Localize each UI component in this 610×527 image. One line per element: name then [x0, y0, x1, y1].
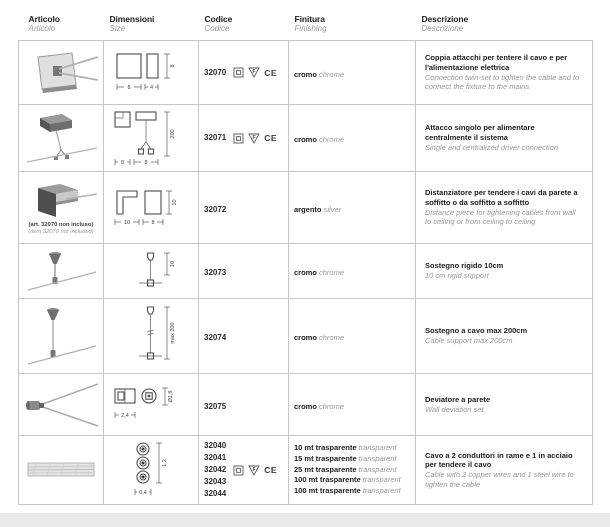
finish-cell [289, 436, 416, 505]
description-en: Cable support max 200cm [425, 336, 513, 345]
description-cell [416, 172, 593, 244]
description-en: Distance piece for tightening cables from wall to ceiling or from ceiling to ceiling [425, 207, 576, 227]
dim-width1-label: 2,4 [121, 412, 129, 419]
description-it: Distanziatore per tendere i cavi da parete a soffitto o da soffitto a soffitto [425, 188, 578, 207]
header-codice-it: Codice [204, 14, 233, 24]
dimension-drawing-cell [104, 244, 199, 299]
header-descrizione-it: Descrizione [421, 14, 469, 24]
col-header-dimensioni [104, 14, 199, 41]
description-it: Cavo a 2 conduttori in rame e 1 in acciaio per tendere il cavo [425, 450, 573, 470]
finish-length-it: 25 mt trasparente [294, 464, 357, 474]
description-it: Sostegno rigido 10cm [425, 261, 504, 271]
dim-width1-label: 10 [123, 219, 131, 226]
dimension-drawing [109, 381, 193, 429]
finish-cell [289, 299, 416, 374]
class-ii-insulation-icon [233, 465, 244, 476]
description-en: Wall deviation set [425, 404, 484, 414]
finish-length-en: transparent [358, 464, 397, 474]
article-note-en: (item 32070 not included) [28, 229, 94, 235]
finish-en: chrome [319, 135, 345, 144]
finish-length-it: 15 mt trasparente [294, 454, 357, 464]
product-code: 32070 [204, 67, 227, 77]
description-cell [416, 436, 593, 505]
svg-text:F: F [252, 69, 256, 76]
dimension-drawing-cell [104, 436, 199, 505]
finish-length-en: transparent [358, 443, 397, 453]
table-row [19, 299, 593, 374]
product-illustration-cell [19, 244, 104, 299]
dim-height-label: 10 [172, 198, 178, 206]
product-code: 32071 [204, 133, 227, 142]
dim-height-label: 200 [170, 129, 176, 139]
product-code: 32040 [204, 441, 227, 450]
product-code: 32044 [204, 489, 227, 498]
page-footer-band [0, 513, 610, 527]
code-cell [199, 436, 289, 505]
dimension-drawing-cell [104, 172, 199, 244]
product-illustration-cell [19, 299, 104, 374]
header-articolo-en: Articolo [28, 24, 56, 33]
col-header-articolo [19, 14, 104, 41]
f-mark-icon [248, 133, 260, 144]
product-illustration-cell [19, 436, 104, 505]
article-note-it: (art. 32070 non incluso) [28, 222, 94, 229]
description-it: Sostegno a cavo max 200cm [425, 326, 528, 336]
description-en: Connection twin-set to tighten the cable and to connect the fixture to the mains [425, 72, 580, 92]
finish-length-it: 100 mt trasparente [294, 485, 361, 495]
dimension-drawing-cell [104, 374, 199, 436]
table-row [19, 172, 593, 244]
dimension-drawing [109, 184, 193, 232]
product-illustration-wall-deviator [24, 379, 100, 431]
col-header-codice [199, 14, 289, 41]
dim-width1-label: 8 [120, 160, 125, 166]
product-illustration-cell [19, 374, 104, 436]
article-note [24, 222, 98, 236]
description-cell [416, 299, 593, 374]
product-code: 32072 [204, 204, 227, 214]
dim-height-label: 10 [170, 260, 176, 268]
finish-cell [289, 41, 416, 105]
dim-width1-label: 0,4 [139, 490, 147, 496]
description-it: Deviatore a parete [425, 394, 491, 404]
ce-mark-icon: CE [264, 133, 278, 143]
product-illustration-twin-set [24, 48, 100, 98]
finish-it: cromo [294, 333, 317, 342]
finish-it: cromo [294, 401, 317, 411]
description-cell [416, 244, 593, 299]
finish-it: cromo [294, 135, 317, 144]
svg-text:F: F [252, 134, 256, 141]
code-cell [199, 299, 289, 374]
dim-height-label: max 200 [170, 322, 176, 344]
header-dimensioni-en: Size [109, 24, 126, 33]
class-ii-insulation-icon [233, 133, 244, 144]
ce-mark-icon: CE [264, 67, 278, 78]
description-en: Cable with 2 copper wires and 1 steel wire to tighten the cable [425, 470, 574, 489]
dim-height-label: 8 [170, 63, 176, 68]
product-code: 32041 [204, 453, 227, 462]
product-code: 32075 [204, 401, 227, 411]
col-header-descrizione [416, 14, 593, 41]
certification-icons [233, 133, 277, 144]
table-row [19, 436, 593, 505]
dim-width1-label: 8 [127, 84, 131, 91]
description-cell [416, 374, 593, 436]
finish-length-it: 100 mt trasparente [294, 475, 361, 485]
code-cell [199, 244, 289, 299]
ce-mark-icon: CE [264, 465, 278, 475]
table-row [19, 244, 593, 299]
finish-cell [289, 105, 416, 172]
header-dimensioni-it: Dimensioni [109, 14, 155, 24]
class-ii-insulation-icon [233, 67, 244, 78]
description-it: Attacco singolo per alimentare centralmente il sistema [425, 123, 535, 143]
product-illustration-cable-support [24, 304, 100, 368]
header-row [19, 14, 593, 41]
product-illustration-cell [19, 41, 104, 105]
product-illustration-cell [19, 172, 104, 244]
finish-en: chrome [319, 268, 345, 277]
finish-en: chrome [319, 401, 345, 411]
code-cell [199, 172, 289, 244]
header-finitura-en: Finishing [294, 24, 327, 33]
svg-text:F: F [252, 466, 256, 473]
product-code-list [204, 440, 226, 500]
finish-length-it: 10 mt trasparente [294, 443, 357, 453]
header-descrizione-en: Descrizione [421, 24, 464, 33]
description-cell [416, 41, 593, 105]
finish-it: cromo [294, 268, 317, 277]
code-cell [199, 105, 289, 172]
dim-width2-label: 8 [144, 160, 148, 166]
certification-icons [233, 465, 277, 476]
product-code: 32043 [204, 477, 227, 486]
product-illustration-single-driver [24, 110, 100, 166]
description-it: Coppia attacchi per tentere il cavo e per l'alimentazione elettrica [425, 53, 568, 72]
dimension-drawing [109, 49, 193, 97]
finish-length-en: transparent [362, 475, 401, 485]
product-illustration-distance-piece [24, 179, 100, 221]
product-code: 32073 [204, 268, 227, 277]
finish-en: silver [323, 204, 342, 214]
finish-cell [289, 244, 416, 299]
dimension-drawing [109, 108, 193, 168]
table-row [19, 105, 593, 172]
dimension-drawing [121, 439, 181, 501]
dimension-drawing [121, 303, 181, 369]
certification-icons [233, 67, 277, 78]
header-articolo-it: Articolo [28, 14, 60, 24]
product-table [18, 14, 593, 505]
finish-cell [289, 172, 416, 244]
product-code: 32074 [204, 333, 227, 342]
dimension-drawing-cell [104, 105, 199, 172]
product-code: 32042 [204, 465, 227, 474]
description-en: 10 cm rigid support [425, 271, 489, 280]
description-en: Single and centralized driver connection [425, 142, 558, 152]
header-finitura-it: Finitura [294, 14, 325, 24]
f-mark-icon [248, 67, 260, 78]
product-illustration-rigid-support [24, 248, 100, 294]
finish-length-en: transparent [358, 454, 397, 464]
table-row [19, 374, 593, 436]
finish-length-en: transparent [362, 485, 401, 495]
dim-width2-label: 8 [151, 219, 155, 226]
f-mark-icon [248, 465, 260, 476]
finish-it: cromo [294, 69, 317, 79]
dimension-drawing-cell [104, 299, 199, 374]
col-header-finitura [289, 14, 416, 41]
dim-height-label: 1,2 [162, 459, 168, 467]
code-cell [199, 41, 289, 105]
product-illustration-cable [24, 452, 100, 488]
finish-en: chrome [319, 69, 345, 79]
finish-en: chrome [319, 333, 345, 342]
product-illustration-cell [19, 105, 104, 172]
finish-it: argento [294, 204, 322, 214]
code-cell [199, 374, 289, 436]
table-row [19, 41, 593, 105]
dimension-drawing-cell [104, 41, 199, 105]
dim-width2-label: 4 [149, 84, 154, 91]
dimension-drawing [121, 249, 181, 293]
header-codice-en: Codice [204, 24, 230, 33]
finish-cell [289, 374, 416, 436]
dim-height-label: Ø1,8 [168, 390, 174, 402]
description-cell [416, 105, 593, 172]
